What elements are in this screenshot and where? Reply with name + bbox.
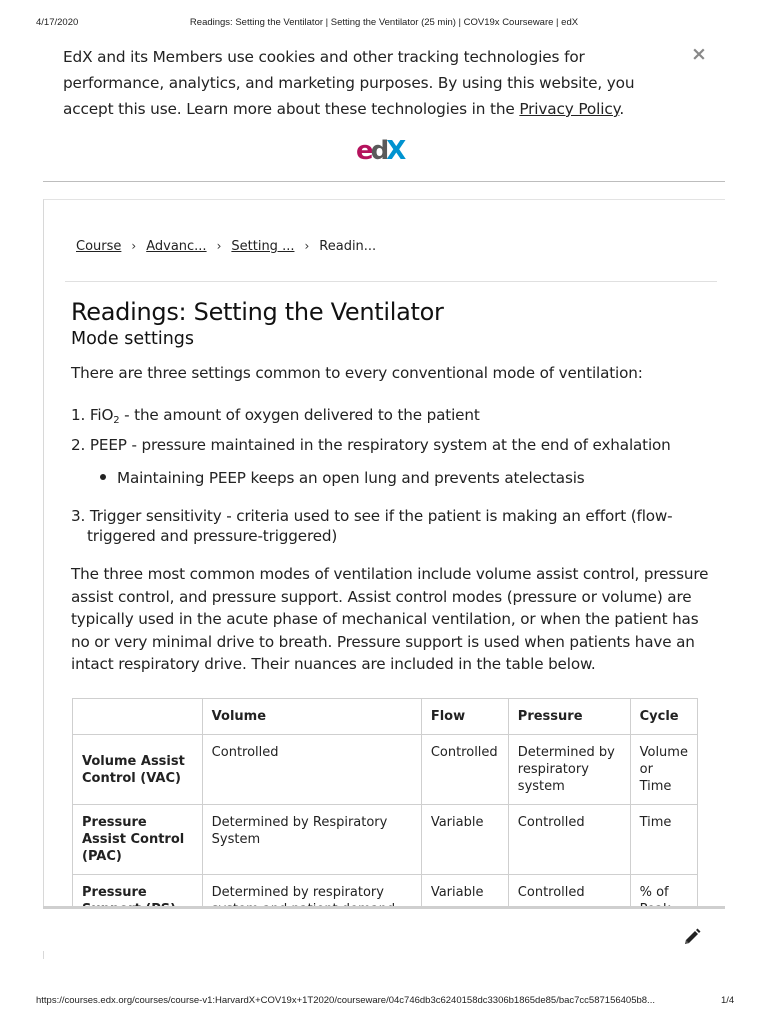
svg-text:edX <box>356 136 406 164</box>
edx-logo[interactable] <box>356 134 416 164</box>
breadcrumb-setting[interactable]: Setting ... <box>231 239 295 254</box>
table-cell: Variable <box>421 805 508 875</box>
table-cell: Volume or Time <box>630 735 697 805</box>
print-header <box>0 17 768 31</box>
table-row <box>73 735 698 805</box>
page-break-gap <box>43 911 725 951</box>
table-cell: % of <box>630 875 697 928</box>
breadcrumb-course[interactable]: Course <box>76 239 122 254</box>
table-header-cell: Flow <box>421 699 508 735</box>
breadcrumb-current: Readin... <box>319 239 377 254</box>
list-subitem-peep <box>100 469 585 487</box>
trigger-line-2: triggered and pressure-triggered) <box>87 527 338 545</box>
row-header-cell: Pressure Assist Control (PAC) <box>73 805 203 875</box>
list-item-peep: 2. PEEP - pressure maintained in the respiratory system at the end of exhalation <box>71 436 671 454</box>
table-cell: Controlled <box>421 735 508 805</box>
chevron-right-icon: › <box>304 239 310 253</box>
header-divider <box>43 181 725 182</box>
section-title: Mode settings <box>71 329 195 349</box>
print-footer <box>0 995 768 1009</box>
subitem-text: Maintaining PEEP keeps an open lung and prevents atelectasis <box>117 469 585 487</box>
table-cell: Controlled <box>508 875 630 928</box>
table-header-cell: Pressure <box>508 699 630 735</box>
ventilation-modes-table <box>72 698 698 928</box>
table-cell: Controlled <box>202 735 421 805</box>
privacy-policy-link[interactable]: Privacy Policy <box>519 100 620 118</box>
table-header-cell: Cycle <box>630 699 697 735</box>
fio2-label: FiO <box>89 406 114 424</box>
list-item-trigger <box>71 506 673 546</box>
print-page-number: 1/4 <box>721 995 735 1006</box>
pencil-icon[interactable] <box>683 928 701 946</box>
edx-logo-d: d <box>370 136 387 164</box>
table-cell: Controlled <box>508 805 630 875</box>
chevron-right-icon: › <box>131 239 137 253</box>
breadcrumb <box>76 239 376 254</box>
cookie-banner <box>63 44 673 122</box>
list-item-fio2 <box>71 405 480 431</box>
breadcrumb-advanced[interactable]: Advanc... <box>146 239 207 254</box>
cookie-banner-text: EdX and its Members use cookies and other tracking technologies for performance, analytics, and marketing purposes. By using this website, you accept this use. Learn more about these technologies in the <box>63 48 635 118</box>
table-header-cell <box>73 699 203 735</box>
close-icon[interactable]: × <box>691 43 707 65</box>
edx-logo-e: e <box>356 136 371 164</box>
modes-paragraph: The three most common modes of ventilation include volume assist control, pressure assist control, and pressure support. Assist control modes (pressure or volume) are typically used in the acute phase of mechanical ventilation, or when the patient has no or very minimal drive to breath. Pressure support is used when patients have an intact respiratory drive. Their nuances are included in the table below. <box>71 565 709 673</box>
table-header-cell: Volume <box>202 699 421 735</box>
table-header-row <box>73 699 698 735</box>
cookie-banner-period: . <box>619 100 625 118</box>
print-url: https://courses.edx.org/courses/course-v1:HarvardX+COV19x+1T2020/courseware/04c746db3c6240158dc3306b1865de85/bac7cc587156405b8... <box>36 995 655 1006</box>
breadcrumb-divider <box>65 281 717 282</box>
chevron-right-icon: › <box>216 239 222 253</box>
table-cell: Variable <box>421 875 508 928</box>
page-title: Readings: Setting the Ventilator <box>71 298 444 326</box>
table-row <box>73 805 698 875</box>
table-cell: Determined by respiratory <box>202 875 421 928</box>
table-cell: Time <box>630 805 697 875</box>
table-cell: Determined by respiratory system <box>508 735 630 805</box>
edx-logo-x: X <box>386 136 404 164</box>
fio2-subscript: 2 <box>113 415 120 426</box>
row-header-cell: Pressure <box>73 875 203 928</box>
print-page-title: Readings: Setting the Ventilator | Setting the Ventilator (25 min) | COV19x Courseware | edX <box>189 17 579 28</box>
bullet-icon <box>100 474 106 480</box>
table-cell: Determined by Respiratory System <box>202 805 421 875</box>
trigger-line-1: 3. Trigger sensitivity - criteria used to see if the patient is making an effort (flow- <box>71 507 673 525</box>
fio2-description: - the amount of oxygen delivered to the patient <box>119 406 480 424</box>
row-header-cell: Volume Assist Control (VAC) <box>73 735 203 805</box>
list-number: 1. <box>71 406 86 424</box>
print-date: 4/17/2020 <box>36 17 79 28</box>
intro-paragraph: There are three settings common to every conventional mode of ventilation: <box>71 364 643 382</box>
